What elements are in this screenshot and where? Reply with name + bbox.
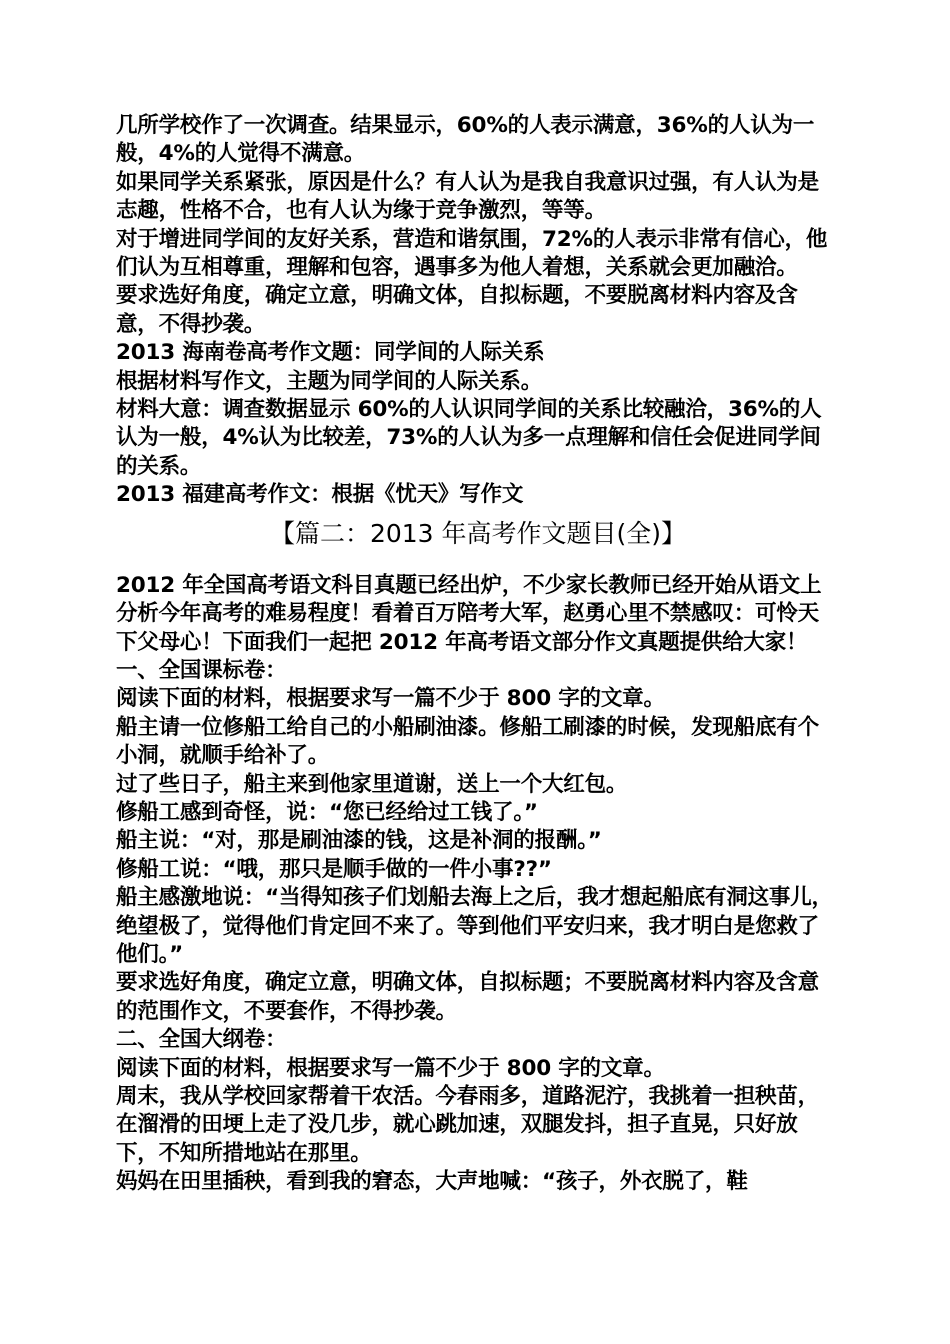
paragraph: 根据材料写作文，主题为同学间的人际关系。	[116, 368, 543, 394]
paragraph: 2013 海南卷高考作文题：同学间的人际关系	[116, 340, 545, 366]
paragraph: 周末，我从学校回家帮着干农活。今春雨多，道路泥泞，我挑着一担秧苗，在溜滑的田埂上走了没几步，就心跳加速，双腿发抖，担子直晃，只好放下，不知所措地站在那里。	[116, 1084, 819, 1166]
paragraph: 2013 福建高考作文：根据《忧天》写作文	[116, 482, 524, 508]
paragraph: 阅读下面的材料，根据要求写一篇不少于 800 字的文章。	[116, 686, 665, 712]
paragraph: 船主请一位修船工给自己的小船刷油漆。修船工刷漆的时候，发现船底有个小洞，就顺手给补了。	[116, 714, 819, 769]
paragraph: 妈妈在田里插秧，看到我的窘态，大声地喊：“孩子，外衣脱了，鞋	[116, 1169, 748, 1195]
paragraph: 对于增进同学间的友好关系，营造和谐氛围，72%的人表示非常有信心，他们认为互相尊重，理解和包容，遇事多为他人着想，关系就会更加融洽。	[116, 226, 828, 281]
paragraph: 一、全国课标卷：	[116, 657, 287, 683]
paragraph: 二、全国大纲卷：	[116, 1027, 287, 1053]
section-heading: 【篇二：2013 年高考作文题目(全)】	[269, 518, 687, 548]
paragraph: 过了些日子，船主来到他家里道谢，送上一个大红包。	[116, 771, 628, 797]
paragraph: 船主说：“对，那是刷油漆的钱，这是补洞的报酬。”	[116, 828, 602, 854]
paragraph: 修船工感到奇怪，说：“您已经给过工钱了。”	[116, 799, 538, 825]
paragraph: 要求选好角度，确定立意，明确文体，自拟标题，不要脱离材料内容及含意，不得抄袭。	[116, 283, 798, 337]
paragraph: 材料大意：调查数据显示 60%的人认识同学间的关系比较融洽，36%的人认为一般，4%认为比较差，73%的人认为多一点理解和信任会促进同学间的关系。	[116, 397, 822, 479]
paragraph: 2012 年全国高考语文科目真题已经出炉，不少家长教师已经开始从语文上分析今年高考的难易程度！看着百万陪考大军，赵勇心里不禁感叹：可怜天下父母心！下面我们一起把 2012 年高考语文部分作文真题提供给大家！	[116, 572, 822, 655]
paragraph: 船主感激地说：“当得知孩子们划船去海上之后，我才想起船底有洞这事儿，绝望极了，觉得他们肯定回不来了。等到他们平安归来，我才明白是您救了他们。”	[116, 885, 833, 967]
document-page	[116, 112, 840, 1197]
paragraph: 如果同学关系紧张，原因是什么？有人认为是我自我意识过强，有人认为是志趣，性格不合，也有人认为缘于竞争激烈，等等。	[116, 169, 819, 224]
paragraph: 阅读下面的材料，根据要求写一篇不少于 800 字的文章。	[116, 1055, 665, 1081]
paragraph: 要求选好角度，确定立意，明确文体，自拟标题；不要脱离材料内容及含意的范围作文，不要套作，不得抄袭。	[116, 970, 819, 1024]
paragraph: 修船工说：“哦，那只是顺手做的一件小事??”	[116, 856, 552, 882]
paragraph: 几所学校作了一次调查。结果显示，60%的人表示满意，36%的人认为一般，4%的人觉得不满意。	[116, 113, 815, 167]
